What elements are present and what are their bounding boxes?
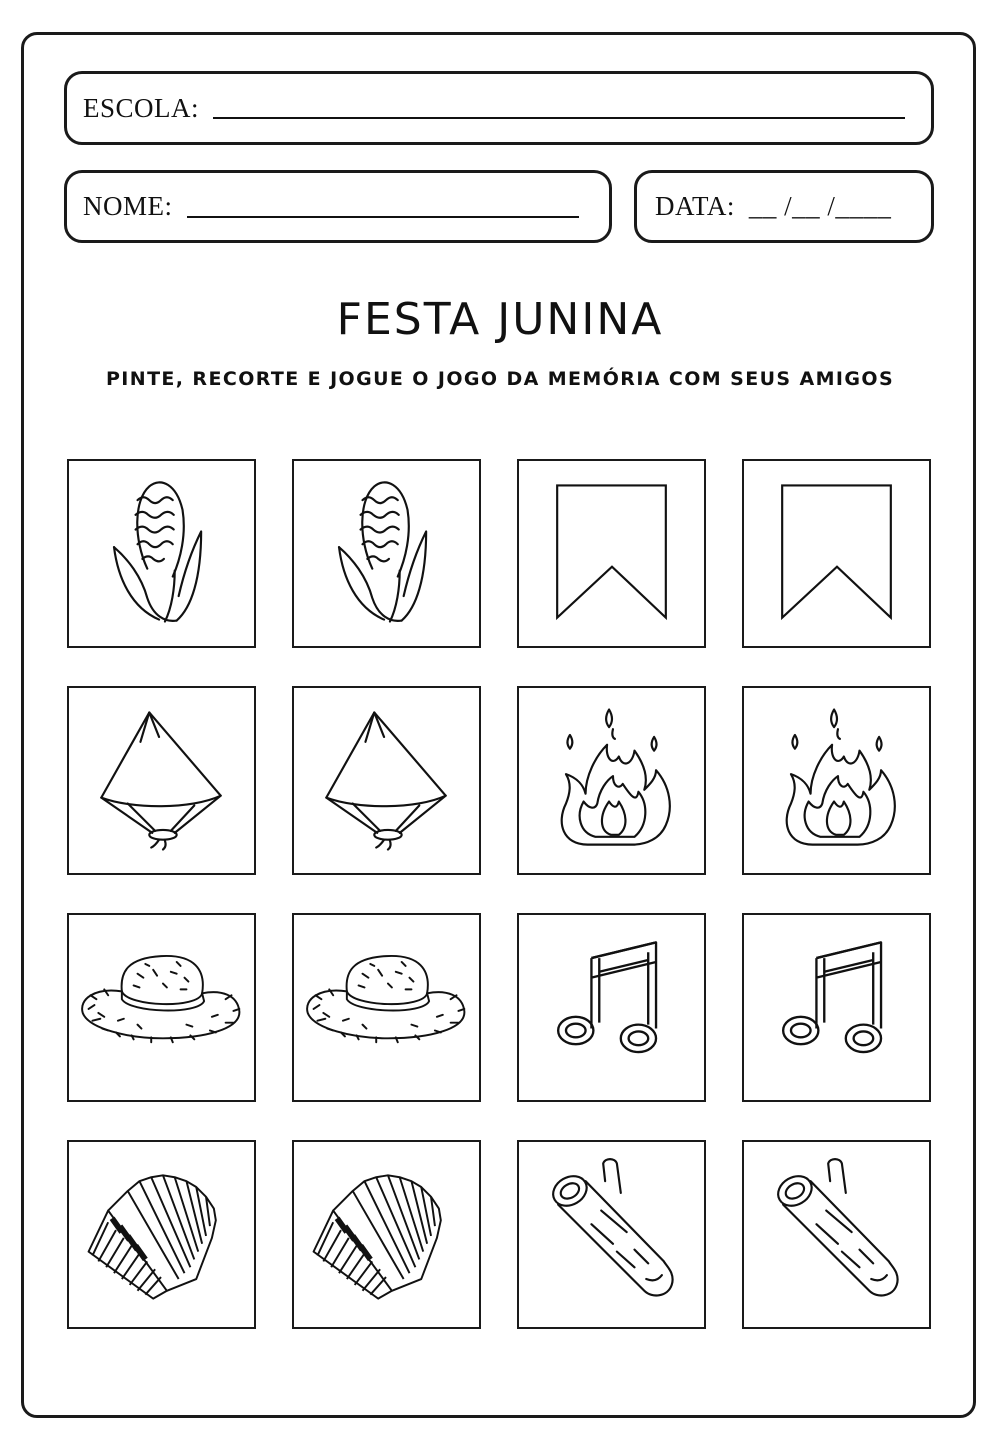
memory-card[interactable] <box>517 686 706 875</box>
bonfire-icon <box>744 688 929 873</box>
straw-hat-icon <box>294 915 479 1100</box>
memory-card[interactable] <box>742 459 931 648</box>
memory-card[interactable] <box>742 913 931 1102</box>
accordion-icon <box>294 1142 479 1327</box>
memory-card[interactable] <box>517 913 706 1102</box>
date-label: DATA: <box>655 191 735 221</box>
memory-card[interactable] <box>517 459 706 648</box>
straw-hat-icon <box>69 915 254 1100</box>
balloon-icon <box>294 688 479 873</box>
corn-icon <box>69 461 254 646</box>
school-input-line[interactable] <box>213 117 905 119</box>
memory-card[interactable] <box>292 1140 481 1329</box>
log-icon <box>519 1142 704 1327</box>
name-input-line[interactable] <box>187 216 580 218</box>
memory-card[interactable] <box>742 1140 931 1329</box>
music-note-icon <box>744 915 929 1100</box>
flag-icon <box>744 461 929 646</box>
corn-icon <box>294 461 479 646</box>
music-note-icon <box>519 915 704 1100</box>
memory-card[interactable] <box>517 1140 706 1329</box>
balloon-icon <box>69 688 254 873</box>
memory-card[interactable] <box>67 1140 256 1329</box>
instructions: PINTE, RECORTE E JOGUE O JOGO DA MEMÓRIA COM SEUS AMIGOS <box>105 368 895 390</box>
page-title: FESTA JUNINA <box>336 294 664 345</box>
school-label: ESCOLA: <box>83 92 200 123</box>
school-field[interactable] <box>64 71 934 145</box>
date-input-blanks[interactable]: __ /__ /____ <box>748 191 892 221</box>
name-label: NOME: <box>83 191 173 221</box>
memory-card[interactable] <box>67 459 256 648</box>
accordion-icon <box>69 1142 254 1327</box>
memory-card[interactable] <box>67 686 256 875</box>
flag-icon <box>519 461 704 646</box>
date-field[interactable] <box>634 170 934 243</box>
memory-card[interactable] <box>67 913 256 1102</box>
memory-card[interactable] <box>292 686 481 875</box>
bonfire-icon <box>519 688 704 873</box>
memory-card[interactable] <box>292 459 481 648</box>
memory-card[interactable] <box>292 913 481 1102</box>
memory-card[interactable] <box>742 686 931 875</box>
name-field[interactable] <box>64 170 612 243</box>
log-icon <box>744 1142 929 1327</box>
